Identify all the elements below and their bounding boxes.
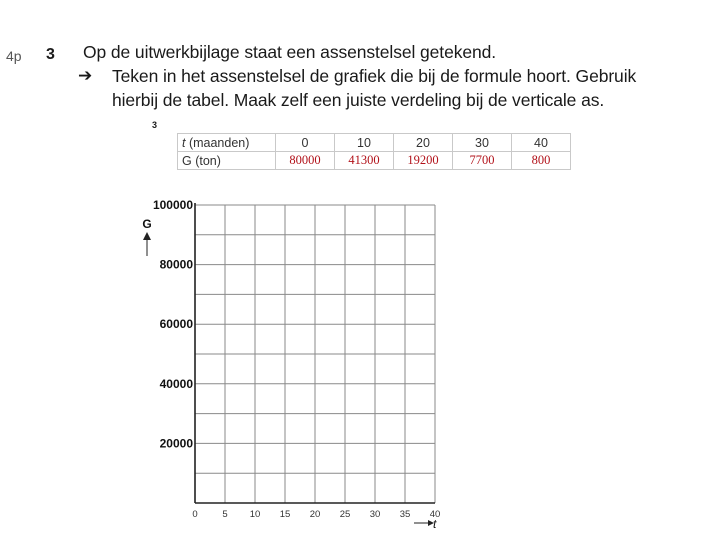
- x-tick-label: 20: [309, 509, 321, 520]
- t-unit: (maanden): [185, 135, 250, 150]
- t-value-cell: 20: [394, 134, 453, 152]
- y-axis-name: G: [142, 217, 152, 231]
- question-text-line-1: Op de uitwerkbijlage staat een assenstelsel getekend.: [83, 42, 497, 62]
- x-tick-label: 35: [399, 509, 411, 520]
- t-value-cell: 10: [335, 134, 394, 152]
- g-value-cell: 80000: [276, 152, 335, 170]
- x-tick-label: 40: [429, 509, 441, 520]
- g-value-cell: 41300: [335, 152, 394, 170]
- question-text-line-2: Teken in het assenstelsel de grafiek die bij de formule hoort. Gebruik: [112, 66, 637, 86]
- question-text-line-3: hierbij de tabel. Maak zelf een juiste verdeling bij de verticale as.: [112, 90, 605, 110]
- x-tick-label: 15: [279, 509, 291, 520]
- g-header: G (ton): [178, 152, 276, 170]
- x-tick-label: 5: [222, 509, 228, 520]
- g-value-cell: 7700: [453, 152, 512, 170]
- y-tick-label: 100000: [152, 198, 193, 212]
- x-axis-name: t: [433, 517, 437, 531]
- sub-question-number: 3: [152, 120, 158, 130]
- x-tick-label: 30: [369, 509, 381, 520]
- question-number: 3: [46, 46, 55, 63]
- x-tick-label: 10: [249, 509, 261, 520]
- g-value-cell: 19200: [394, 152, 453, 170]
- t-value-cell: 40: [512, 134, 571, 152]
- g-value-cell: 800: [512, 152, 571, 170]
- y-tick-label: 80000: [159, 257, 193, 272]
- y-tick-label: 20000: [159, 436, 193, 451]
- x-tick-label: 25: [339, 509, 351, 520]
- t-value-cell: 0: [276, 134, 335, 152]
- t-value-cell: 30: [453, 134, 512, 152]
- y-tick-label: 40000: [159, 376, 193, 391]
- y-axis-arrow-head: [143, 232, 151, 240]
- y-tick-label: 60000: [159, 317, 193, 332]
- arrow-right-icon: ➔: [78, 66, 93, 85]
- x-tick-label: 0: [192, 509, 198, 520]
- t-variable: t: [182, 135, 186, 150]
- points-label: 4p: [6, 48, 22, 64]
